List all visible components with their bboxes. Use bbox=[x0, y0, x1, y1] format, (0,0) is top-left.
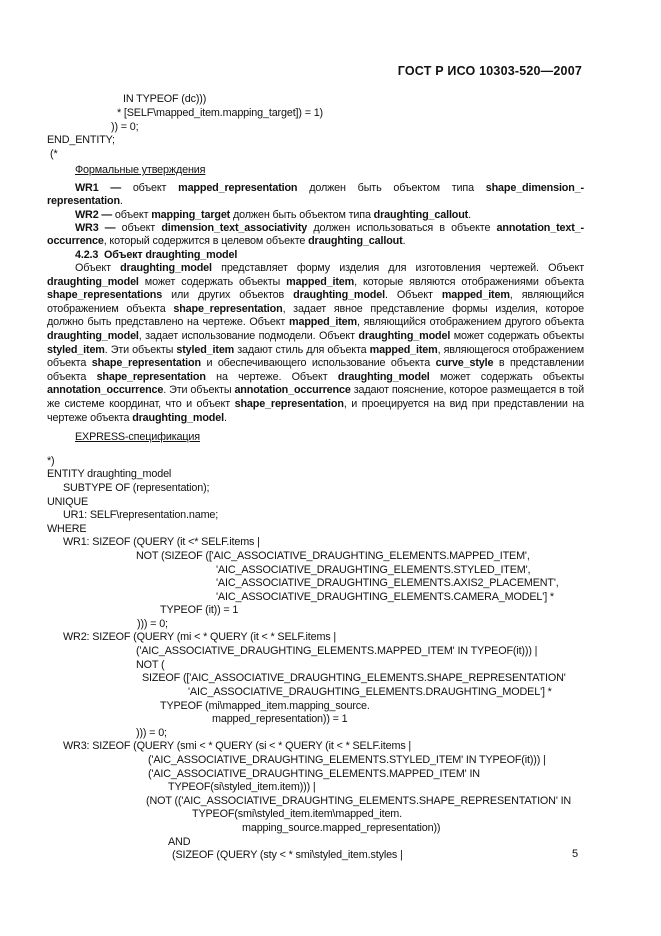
code-line: 'AIC_ASSOCIATIVE_DRAUGHTING_ELEMENTS.DRAUGHTING_MODEL'] * bbox=[188, 686, 552, 698]
code-line: TYPEOF (it)) = 1 bbox=[160, 604, 239, 616]
code-line: WR1: SIZEOF (QUERY (it <* SELF.items | bbox=[63, 536, 260, 548]
code-line: )) = 0; bbox=[111, 121, 139, 133]
code-line: WR3: SIZEOF (QUERY (smi < * QUERY (si < * QUERY (it < * SELF.items | bbox=[63, 740, 412, 752]
code-line: (SIZEOF (QUERY (sty < * smi\styled_item.styles | bbox=[172, 849, 403, 861]
code-line: UNIQUE bbox=[47, 496, 89, 508]
code-line: *) bbox=[47, 455, 55, 467]
code-line: ('AIC_ASSOCIATIVE_DRAUGHTING_ELEMENTS.MAPPED_ITEM' IN bbox=[148, 768, 480, 780]
code-line: mapping_source.mapped_representation)) bbox=[242, 822, 441, 834]
code-line: (* bbox=[50, 148, 58, 160]
code-line: AND bbox=[168, 836, 191, 848]
code-line: UR1: SELF\representation.name; bbox=[63, 509, 219, 521]
code-line: TYPEOF (mi\mapped_item.mapping_source. bbox=[160, 700, 370, 712]
code-line: SIZEOF (['AIC_ASSOCIATIVE_DRAUGHTING_ELEMENTS.SHAPE_REPRESENTATION' bbox=[142, 672, 566, 684]
code-line: 'AIC_ASSOCIATIVE_DRAUGHTING_ELEMENTS.STYLED_ITEM', bbox=[216, 564, 531, 576]
code-line: SUBTYPE OF (representation); bbox=[63, 482, 210, 494]
code-line: * [SELF\mapped_item.mapping_target]) = 1) bbox=[117, 107, 324, 119]
code-line: NOT ( bbox=[136, 659, 165, 671]
formal-statements-heading: Формальные утверждения bbox=[75, 164, 206, 176]
code-line: END_ENTITY; bbox=[47, 134, 115, 146]
code-line: 'AIC_ASSOCIATIVE_DRAUGHTING_ELEMENTS.CAMERA_MODEL'] * bbox=[216, 591, 554, 603]
rule-wr2: WR2 — объект mapping_target должен быть объектом типа draughting_callout. bbox=[75, 209, 471, 221]
code-line: WR2: SIZEOF (QUERY (mi < * QUERY (it < * SELF.items | bbox=[63, 631, 337, 643]
code-line: ))) = 0; bbox=[137, 618, 168, 630]
code-line: ))) = 0; bbox=[136, 727, 167, 739]
rule-wr1: WR1 — объект mapped_representation должен быть объектом типа shape_dimension_-representation. bbox=[47, 182, 584, 208]
rule-wr3: WR3 — объект dimension_text_associativity должен использоваться в объекте annotation_text_-occurrence, который содержится в целевом объекте draughting_callout. bbox=[47, 222, 584, 248]
section-heading: 4.2.3 Объект draughting_model bbox=[75, 249, 238, 261]
code-line: mapped_representation)) = 1 bbox=[212, 713, 348, 725]
code-line: IN TYPEOF (dc))) bbox=[123, 93, 207, 105]
description-paragraph: Объект draughting_model представляет форму изделия для изготовления чертежей. Объект draughting_model может содержать объекты mapped_item, которые являются отображениями объекта shape_representations или других объектов draughting_model. Объект mapped_item, являющийся отображением объекта shape_representation, задает явное представление формы изделия, которое должно быть представлено на чертеже. Объект mapped_item, являющийся отображением другого объекта draughting_model, задает использование подмодели. Объект draughting_model может содержать объекты styled_item. Эти объекты styled_item задают стиль для объекта mapped_item, являющегося отображением объекта shape_representation и обеспечивающего использование объекта curve_style в представлении объекта shape_representation на чертеже. Объект draughting_model может содержать объекты annotation_occurrence. Эти объекты annotation_occurrence задают пояснение, которое размещается в той же системе координат, что и объект shape_representation, и проецируется на вид при представлении на чертеже объекта draughting_model. bbox=[47, 262, 585, 424]
code-line: 'AIC_ASSOCIATIVE_DRAUGHTING_ELEMENTS.AXIS2_PLACEMENT', bbox=[216, 577, 559, 589]
standard-header: ГОСТ Р ИСО 10303-520—2007 bbox=[397, 64, 582, 78]
page-number: 5 bbox=[572, 848, 579, 860]
code-line: ('AIC_ASSOCIATIVE_DRAUGHTING_ELEMENTS.STYLED_ITEM' IN TYPEOF(it))) | bbox=[148, 754, 546, 766]
code-line: WHERE bbox=[47, 523, 87, 535]
code-line: NOT (SIZEOF (['AIC_ASSOCIATIVE_DRAUGHTING_ELEMENTS.MAPPED_ITEM', bbox=[136, 550, 530, 562]
code-line: TYPEOF(si\styled_item.item))) | bbox=[168, 781, 316, 793]
code-line: TYPEOF(smi\styled_item.item\mapped_item. bbox=[192, 808, 403, 820]
code-line: ENTITY draughting_model bbox=[47, 468, 172, 480]
code-line: (NOT (('AIC_ASSOCIATIVE_DRAUGHTING_ELEMENTS.SHAPE_REPRESENTATION' IN bbox=[146, 795, 572, 807]
express-heading: EXPRESS-спецификация bbox=[75, 431, 201, 443]
code-line: ('AIC_ASSOCIATIVE_DRAUGHTING_ELEMENTS.MAPPED_ITEM' IN TYPEOF(it))) | bbox=[136, 645, 538, 657]
